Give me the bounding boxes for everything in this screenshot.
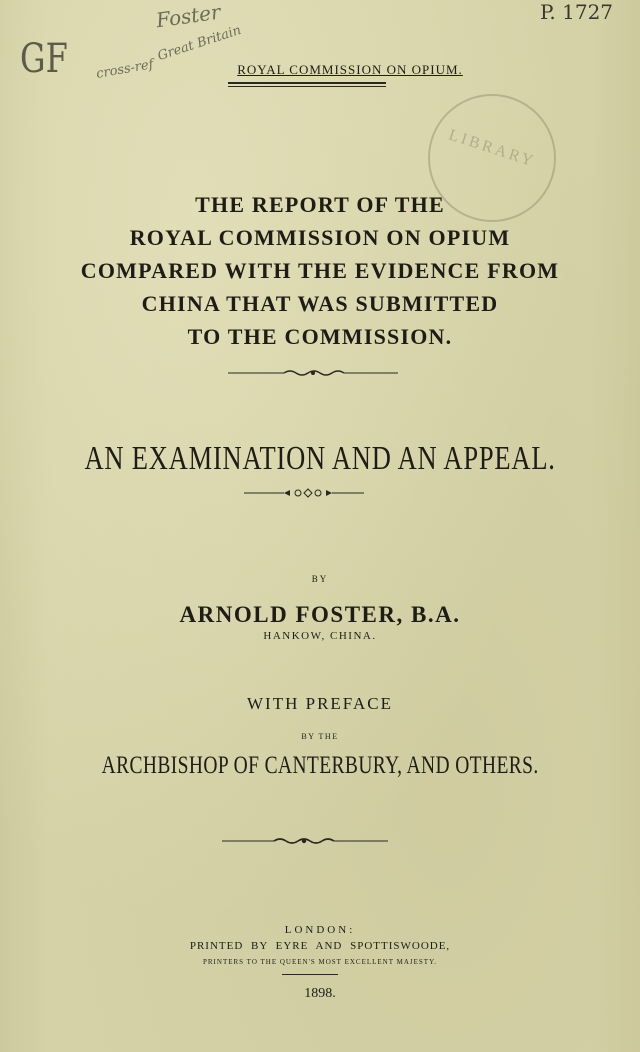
subtitle [0, 440, 640, 478]
author-pencil-note: Foster [154, 0, 222, 33]
header-rule [228, 82, 386, 84]
series-header [0, 59, 640, 78]
imprint-printer: PRINTED BY EYRE AND SPOTTISWOODE, [189, 940, 451, 952]
preface-names-text: ARCHBISHOP OF CANTERBURY, AND OTHERS. [101, 752, 539, 779]
by-label: BY [311, 574, 329, 584]
imprint-rule [282, 974, 338, 975]
author-name: ARNOLD FOSTER, B.A. [179, 602, 461, 627]
main-title [0, 188, 640, 353]
gf-mark: GF [20, 36, 68, 82]
ornament-rule-3 [222, 836, 388, 846]
preface-by: BY THE [301, 732, 339, 741]
ornament-rule-2 [244, 488, 364, 498]
author-location: HANKOW, CHINA. [263, 630, 377, 642]
imprint-city: LONDON: [284, 924, 356, 936]
subject-pencil-note: Great Britain [155, 22, 244, 65]
series-header-text: ROYAL COMMISSION ON OPIUM. [237, 62, 463, 77]
title-line-1: THE REPORT OF THE [195, 192, 445, 217]
title-line-5: TO THE COMMISSION. [187, 324, 453, 349]
title-line-4: CHINA THAT WAS SUBMITTED [141, 291, 499, 316]
header-rule-thin [228, 86, 386, 87]
imprint-printer-role: PRINTERS TO THE QUEEN'S MOST EXCELLENT MAJESTY. [203, 958, 437, 966]
imprint-year: 1898. [304, 986, 336, 1001]
title-line-3: COMPARED WITH THE EVIDENCE FROM [80, 258, 560, 283]
preface-with: WITH PREFACE [247, 694, 393, 713]
preface-names [0, 752, 640, 780]
subtitle-text: AN EXAMINATION AND AN APPEAL. [84, 440, 556, 477]
shelf-mark-note: P. 1727 [540, 0, 614, 24]
library-stamp-text: LIBRARY [446, 126, 538, 171]
ornament-rule-1 [228, 368, 398, 378]
crossref-pencil-note: cross-ref [95, 57, 155, 82]
title-line-2: ROYAL COMMISSION ON OPIUM [129, 225, 511, 250]
